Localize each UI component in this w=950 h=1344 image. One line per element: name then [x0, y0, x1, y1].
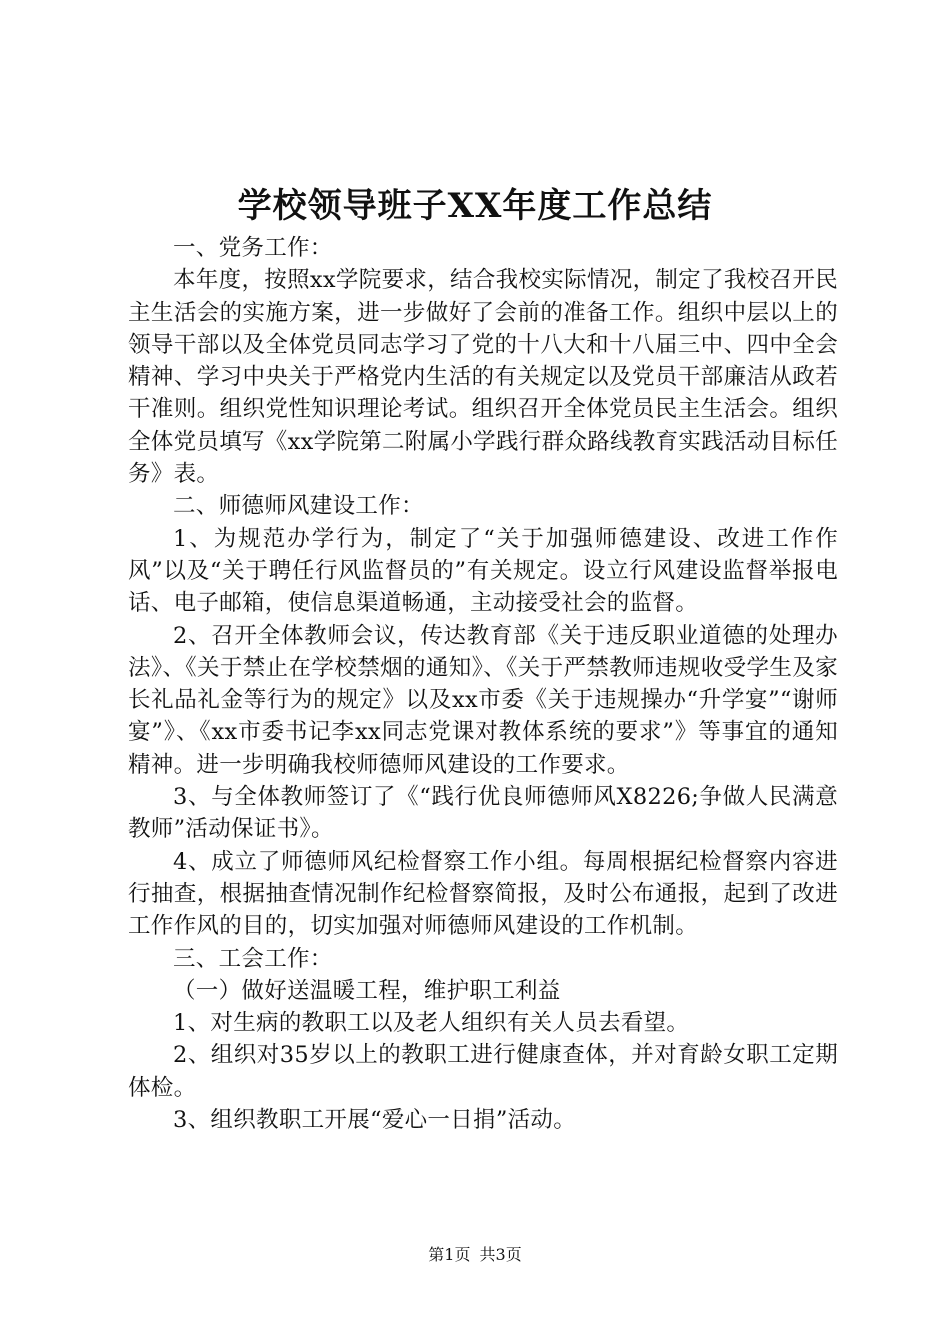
- paragraph-ethics-item-2: 2、召开全体教师会议，传达教育部《关于违反职业道德的处理办法》、《关于禁止在学校禁烟的通知》、《关于严禁教师违规收受学生及家长礼品礼金等行为的规定》以及xx市委《关于违规操办“升学宴”“谢师宴”》、《xx市委书记李xx同志党课对教体系统的要求”》等事宜的通知精神。进一步明确我校师德师风建设的工作要求。: [128, 622, 838, 778]
- paragraph-ethics-item-3: 3、与全体教师签订了《“践行优良师德师风X8226;争做人民满意教师”活动保证书》。: [128, 784, 838, 843]
- page-total: 共3页: [479, 1245, 522, 1264]
- page-footer: [0, 1244, 950, 1266]
- paragraph-ethics-item-1: 1、为规范办学行为，制定了“关于加强师德建设、改进工作作风”以及“关于聘任行风监督员的”有关规定。设立行风建设监督举报电话、电子邮箱，使信息渠道畅通，主动接受社会的监督。: [128, 525, 838, 617]
- paragraph-ethics-item-4: 4、成立了师德师风纪检督察工作小组。每周根据纪检督察内容进行抽查，根据抽查情况制作纪检督察简报，及时公布通报，起到了改进工作作风的目的，切实加强对师德师风建设的工作机制。: [128, 848, 838, 940]
- section-heading-union: 三、工会工作：: [173, 945, 333, 972]
- subheading-union-welfare: （一）做好送温暖工程，维护职工利益: [173, 977, 561, 1004]
- section-heading-party-affairs: 一、党务工作：: [173, 235, 333, 261]
- paragraph-party-affairs: 本年度，按照xx学院要求，结合我校实际情况，制定了我校召开民主生活会的实施方案，进一步做好了会前的准备工作。组织中层以上的领导干部以及全体党员同志学习了党的十八大和十八届三中、四中全会精神、学习中央关于严格党内生活的有关规定以及党员干部廉洁从政若干准则。组织党性知识理论考试。组织召开全体党员民主生活会。组织全体党员填写《xx学院第二附属小学践行群众路线教育实践活动目标任务》表。: [128, 267, 838, 488]
- paragraph-union-item-2: 2、组织对35岁以上的教职工进行健康查体，并对育龄女职工定期体检。: [128, 1042, 838, 1101]
- paragraph-union-item-3: 3、组织教职工开展“爱心一日捐”活动。: [173, 1107, 577, 1134]
- document-title: 学校领导班子XX年度工作总结: [237, 186, 713, 226]
- page-number: 第1页: [428, 1245, 471, 1264]
- paragraph-union-item-1: 1、对生病的教职工以及老人组织有关人员去看望。: [173, 1010, 690, 1037]
- document-body: [128, 232, 838, 1136]
- section-heading-teacher-ethics: 二、师德师风建设工作：: [173, 493, 424, 520]
